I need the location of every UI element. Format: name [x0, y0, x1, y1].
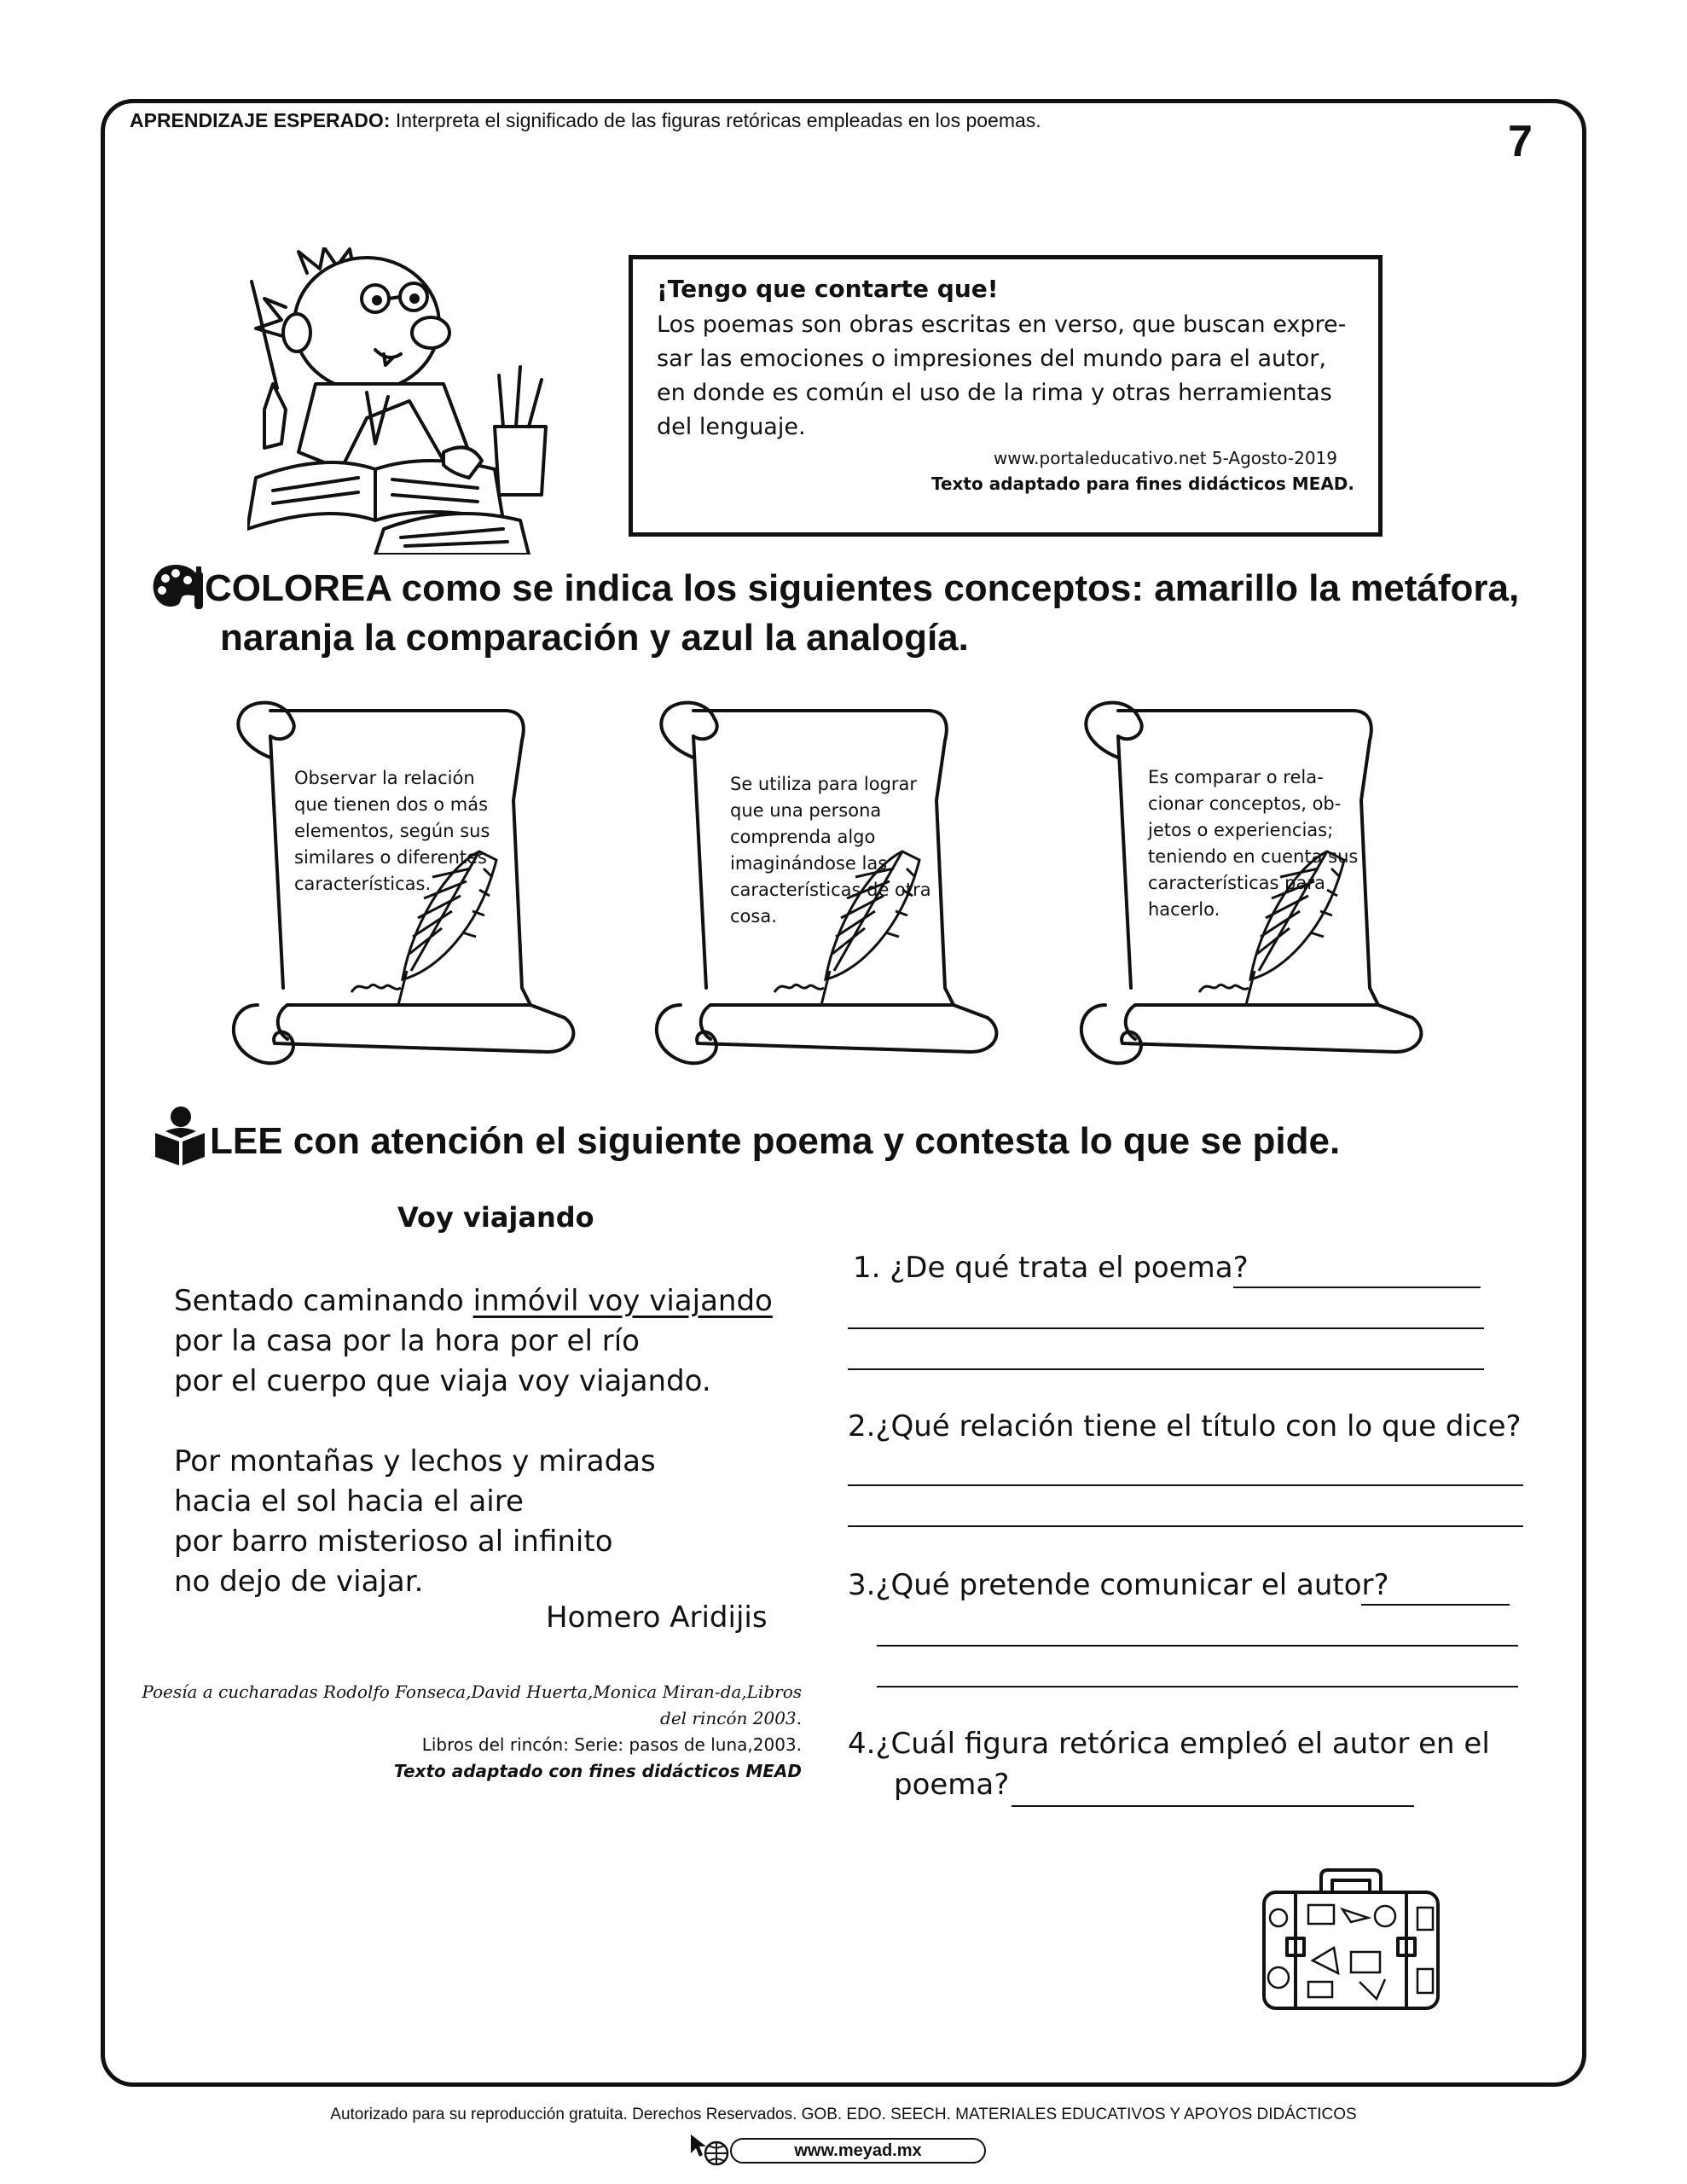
activity2-instruction: LEE con atención el siguiente poema y contesta lo que se pide. [210, 1120, 1341, 1162]
poem-line: por la casa por la hora por el río [174, 1324, 640, 1358]
footer-rights: Autorizado para su reproducción gratuita. Derechos Reservados. GOB. EDO. SEECH. MATERIALES EDUCATIVOS Y APOYOS DIDÁCTICOS [330, 2106, 1357, 2123]
poem-line: por el cuerpo que viaja voy viajando. [174, 1364, 711, 1398]
activity1-instruction-line1: COLOREA como se indica los siguientes conceptos: amarillo la metáfora, [205, 567, 1520, 609]
answer-line[interactable] [848, 1525, 1523, 1527]
info-box-title: ¡Tengo que contarte que! [657, 275, 999, 303]
poem-line: Por montañas y lechos y miradas [174, 1444, 656, 1478]
poem-underlined-phrase: inmóvil voy viajando [472, 1284, 773, 1318]
professor-illustration [247, 247, 563, 555]
poem-line [174, 1281, 773, 1321]
palette-icon [150, 561, 206, 613]
question-1: 1. ¿De qué trata el poema? [853, 1251, 1249, 1285]
answer-line[interactable] [877, 1645, 1518, 1647]
scroll-3-text: Es comparar o rela-cionar conceptos, ob-jetos o experiencias; teniendo en cuenta sus características para hacerlo. [1148, 767, 1359, 920]
poem-author: Homero Aridijis [546, 1600, 768, 1635]
answer-line[interactable] [1012, 1805, 1414, 1807]
answer-line[interactable] [877, 1686, 1518, 1687]
reader-icon [154, 1106, 206, 1167]
info-box [629, 255, 1383, 537]
question-3: 3.¿Qué pretende comunicar el autor? [848, 1568, 1389, 1602]
footer-url-link[interactable]: www.meyad.mx [730, 2138, 986, 2164]
scroll-1-text: Observar la relación que tienen dos o más elementos, según sus similares o diferentes características. [294, 768, 490, 894]
poem-line: no dejo de viajar. [174, 1565, 424, 1599]
answer-line[interactable] [1361, 1604, 1510, 1606]
poem-line: hacia el sol hacia el aire [174, 1484, 524, 1519]
poem-title: Voy viajando [397, 1201, 594, 1234]
info-box-source: www.portaleducativo.net 5-Agosto-2019 [993, 448, 1337, 468]
poem-credit-plain: Libros del rincón: Serie: pasos de luna,2003. [421, 1734, 802, 1755]
answer-line[interactable] [848, 1484, 1523, 1486]
objective-text: Interpreta el significado de las figuras retóricas empleadas en los poemas. [390, 109, 1041, 131]
answer-line[interactable] [1233, 1287, 1481, 1288]
question-2: 2.¿Qué relación tiene el título con lo que dice? [848, 1409, 1522, 1443]
scroll-2-text: Se utiliza para lograr que una persona comprenda algo imaginándose las características de otra cosa. [730, 774, 931, 926]
poem-credits [128, 1679, 802, 1785]
info-box-adapted-note: Texto adaptado para fines didácticos MEAD. [930, 473, 1354, 494]
suitcase-illustration [1257, 1867, 1445, 2015]
poem-credit-italic: Poesía a cucharadas Rodolfo Fonseca,David Huerta,Monica Miran-da,Libros del rincón 2003. [142, 1682, 802, 1728]
answer-line[interactable] [848, 1327, 1484, 1329]
question-4: 4.¿Cuál figura retórica empleó el autor en el [848, 1727, 1490, 1761]
learning-objective [130, 109, 1041, 132]
poem-line-part: Sentado caminando [174, 1284, 473, 1318]
poem-credit-bold: Texto adaptado con fines didácticos MEAD [393, 1761, 802, 1781]
poem-line: por barro misterioso al infinito [174, 1525, 613, 1559]
page-number: 7 [1508, 117, 1533, 166]
cursor-globe-icon [687, 2131, 730, 2169]
question-4-continued: poema? [894, 1768, 1010, 1802]
answer-line[interactable] [848, 1368, 1484, 1370]
info-box-body: Los poemas son obras escritas en verso, que buscan expre-sar las emociones o impresiones del mundo para el autor, en donde es común el uso de la rima y otras herramientas del lenguaje. [657, 311, 1347, 440]
objective-label: APRENDIZAJE ESPERADO: [130, 109, 391, 131]
activity1-instruction-line2: naranja la comparación y azul la analogía. [220, 617, 969, 659]
